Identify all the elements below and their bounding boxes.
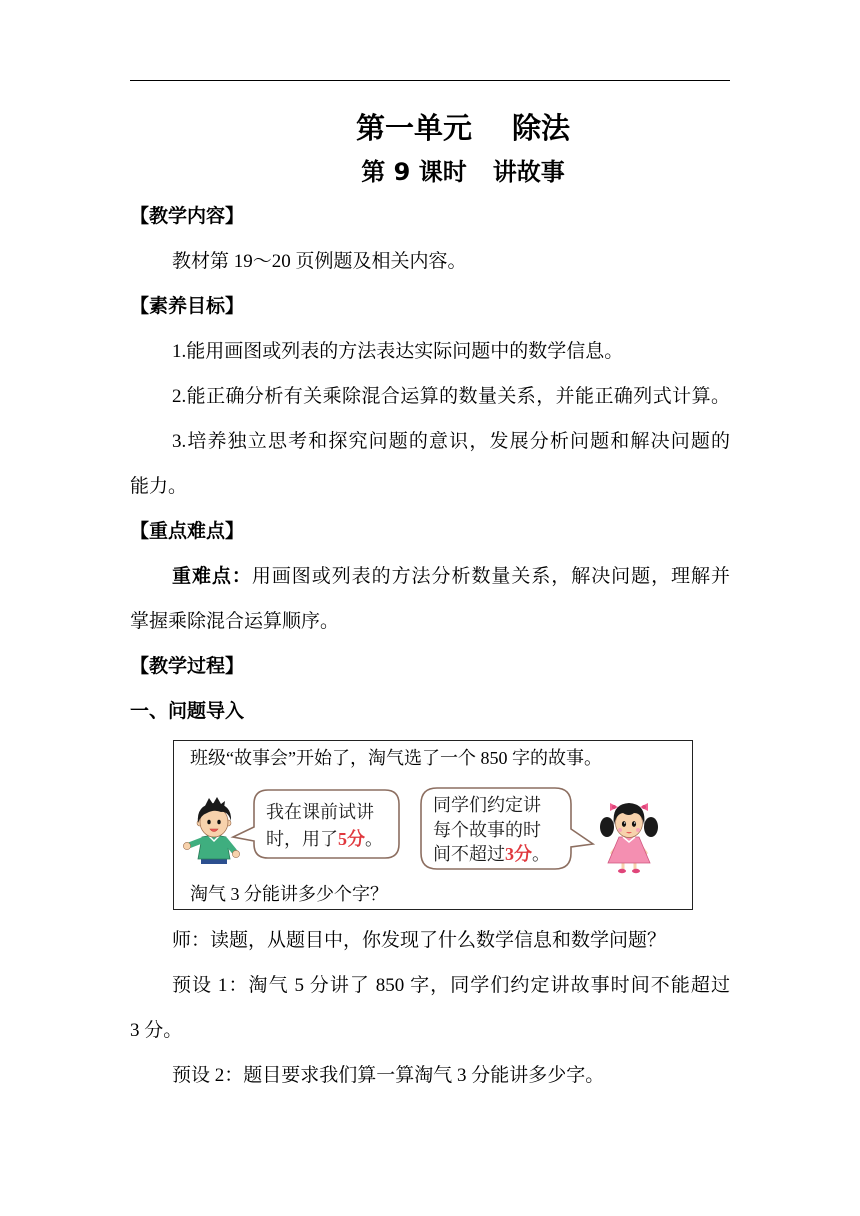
section-heading-key-points: 【重点难点】 — [130, 520, 245, 542]
document-body — [130, 194, 730, 1098]
problem-illustration-box — [173, 740, 693, 910]
key-points-line: 用画图或列表的方法分析数量关系，解决问题，理解并 — [251, 566, 730, 587]
bubble-line: 我在课前试讲 — [266, 802, 374, 822]
unit-title — [130, 108, 730, 148]
step-heading-intro: 一、问题导入 — [130, 700, 245, 722]
girl-illustration — [600, 803, 658, 873]
section-heading-process: 【教学过程】 — [130, 655, 245, 677]
bubble-line-end: 。 — [365, 829, 383, 849]
preset-answer-1: 预设 1：淘气 5 分讲了 850 字，同学们约定讲故事时间不能超过 — [172, 975, 730, 996]
content-text: 教材第 19～20 页例题及相关内容。 — [172, 251, 467, 272]
highlight-time: 3分 — [505, 844, 532, 864]
section-heading-content: 【教学内容】 — [130, 205, 245, 227]
goal-item-3-continued: 能力。 — [130, 476, 188, 497]
problem-question: 淘气 3 分能讲多少个字？ — [190, 884, 388, 904]
bubble-line — [433, 842, 550, 867]
goal-item-1: 1.能用画图或列表的方法表达实际问题中的数学信息。 — [172, 341, 624, 362]
section-heading-goals: 【素养目标】 — [130, 295, 245, 317]
problem-intro-text: 班级“故事会”开始了，淘气选了一个 850 字的故事。 — [190, 748, 602, 768]
unit-title-topic: 除法 — [512, 111, 571, 145]
speech-bubble-taoqi-text — [266, 799, 383, 853]
key-points-text — [130, 554, 730, 599]
bubble-line: 每个故事的时 — [433, 819, 541, 840]
bubble-line-text: 间不超过 — [433, 844, 505, 864]
key-points-label: 重难点： — [172, 565, 252, 587]
bubble-line-text: 时，用了 — [266, 829, 338, 849]
lesson-number: 第 9 课时 — [361, 158, 467, 186]
highlight-time: 5分 — [338, 829, 365, 849]
bubble-line-end: 。 — [532, 844, 550, 864]
bubble-line — [266, 826, 383, 853]
taoqi-boy-illustration — [183, 797, 239, 864]
key-points-text-continued: 掌握乘除混合运算顺序。 — [130, 611, 340, 632]
preset-answer-2: 预设 2：题目要求我们算一算淘气 3 分能讲多少字。 — [172, 1065, 605, 1086]
unit-title-number: 第一单元 — [355, 111, 472, 145]
goal-item-3: 3.培养独立思考和探究问题的意识，发展分析问题和解决问题的 — [172, 431, 730, 452]
header-rule — [130, 80, 730, 81]
bubble-line: 同学们约定讲 — [433, 795, 541, 815]
lesson-topic: 讲故事 — [492, 158, 565, 186]
preset-answer-1-continued: 3 分。 — [130, 1020, 183, 1041]
speech-bubble-girl-text — [433, 793, 550, 867]
teacher-prompt: 师：读题，从题目中，你发现了什么数学信息和数学问题？ — [172, 930, 667, 951]
goal-item-2: 2.能正确分析有关乘除混合运算的数量关系，并能正确列式计算。 — [172, 386, 730, 407]
lesson-subtitle — [130, 154, 730, 190]
